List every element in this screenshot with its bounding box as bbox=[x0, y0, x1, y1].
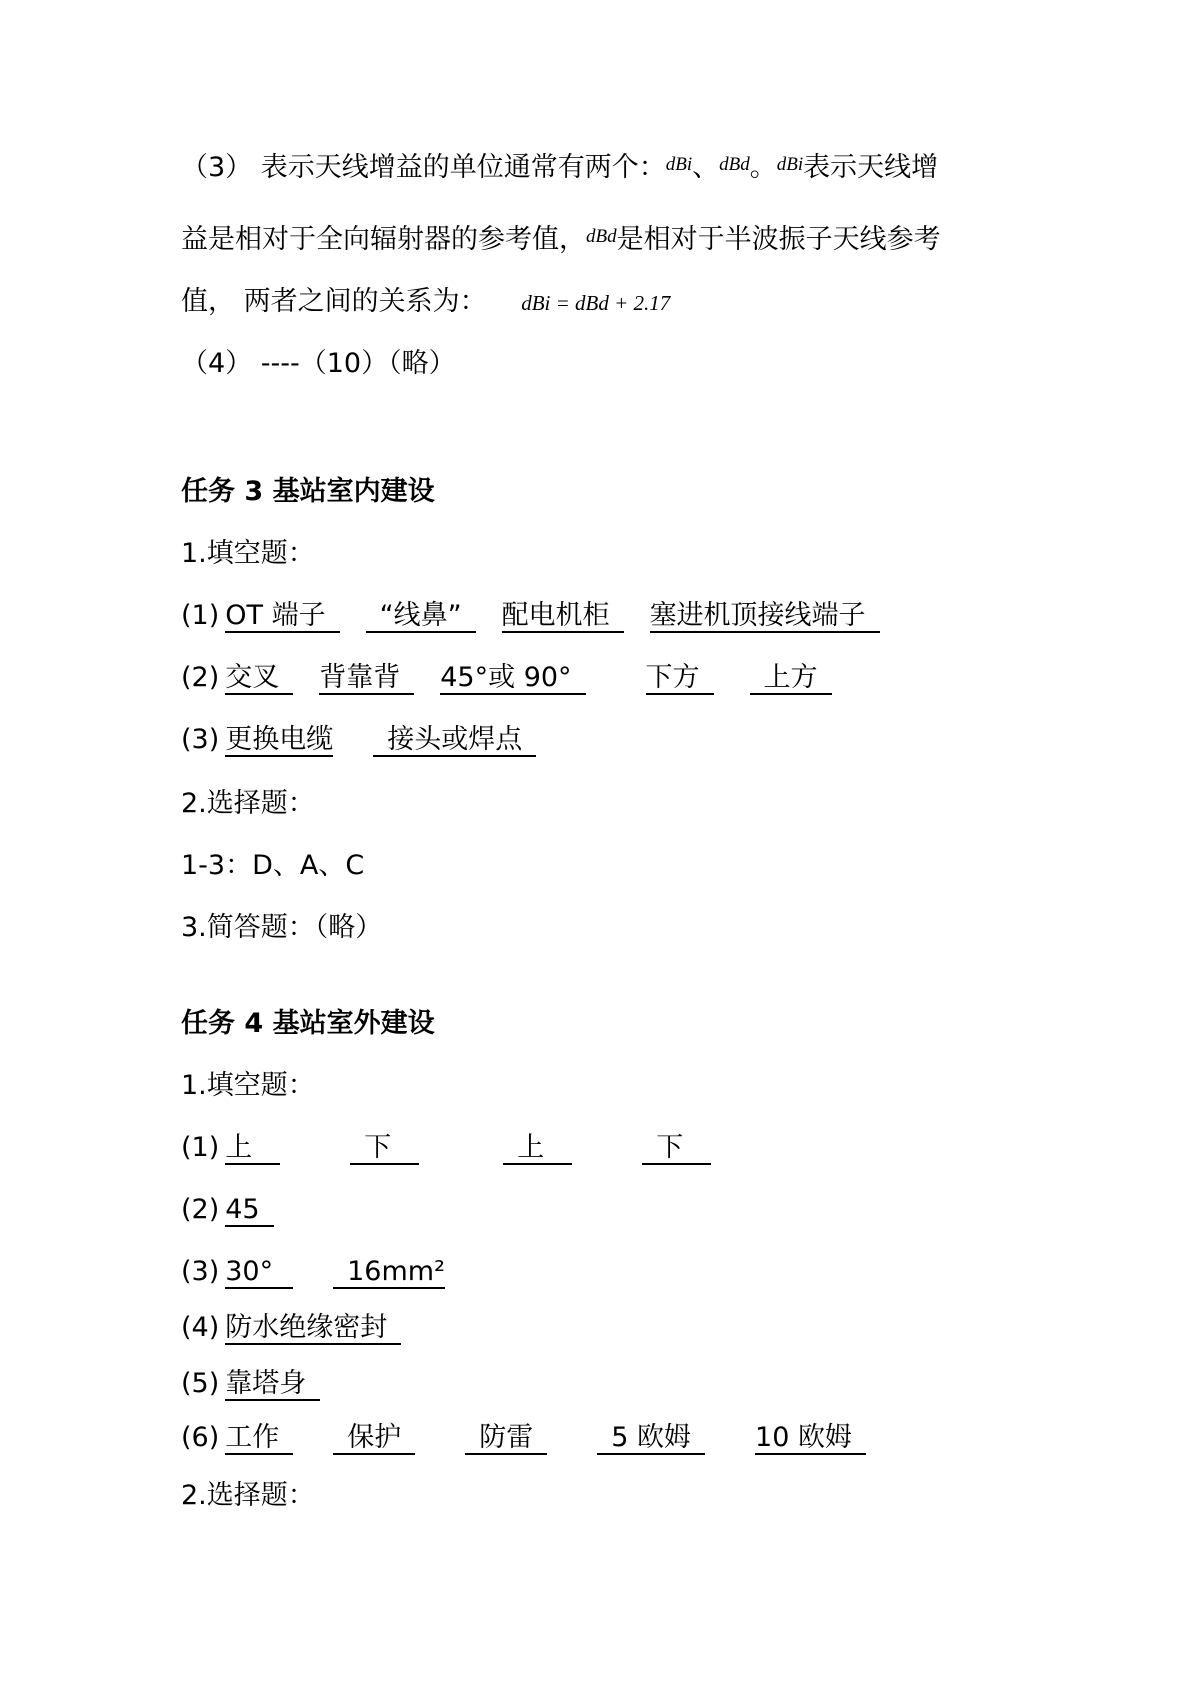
unit-dbd: dBd bbox=[719, 154, 750, 175]
task4-title: 任务 4 基站室外建设 bbox=[181, 1008, 435, 1039]
fill-answer: OT 端子 bbox=[225, 601, 339, 633]
gain-equation: dBi = dBd + 2.17 bbox=[521, 291, 671, 315]
fill-answer: 30° bbox=[225, 1257, 293, 1289]
fill-answer: 防雷 bbox=[465, 1423, 547, 1455]
task3-choice-answer: 1-3：D、A、C bbox=[181, 850, 365, 881]
fill-answer: “线鼻” bbox=[366, 601, 476, 633]
item3-text: 益是相对于全向辐射器的参考值， bbox=[181, 224, 586, 255]
task3-short-title: 3.简答题：（略） bbox=[181, 912, 383, 943]
unit-dbi: dBi bbox=[776, 154, 804, 175]
task3-choice-title: 2.选择题： bbox=[181, 788, 315, 819]
separator: 、 bbox=[692, 152, 720, 183]
unit-dbi: dBi bbox=[665, 154, 693, 175]
task4-fill-title: 1.填空题： bbox=[181, 1070, 315, 1101]
item3-text: 表示天线增 bbox=[803, 152, 939, 183]
fill-answer: 上 bbox=[503, 1133, 572, 1165]
task3-fill-2 bbox=[181, 660, 858, 696]
item3-line3 bbox=[181, 284, 670, 321]
fill-label: (3) bbox=[181, 724, 220, 755]
fill-answer: 交叉 bbox=[225, 663, 293, 695]
task4-fill-6 bbox=[181, 1420, 892, 1456]
task3-fill-3 bbox=[181, 722, 562, 758]
fill-label: (6) bbox=[181, 1422, 220, 1453]
unit-dbd: dBd bbox=[586, 226, 617, 247]
task3-fill-title: 1.填空题： bbox=[181, 538, 315, 569]
fill-label: (1) bbox=[181, 1132, 220, 1163]
fill-label: (2) bbox=[181, 1194, 220, 1225]
task4-choice-title: 2.选择题： bbox=[181, 1480, 315, 1511]
fill-answer: 45°或 90° bbox=[440, 663, 585, 695]
fill-label: (4) bbox=[181, 1312, 220, 1343]
fill-answer: 防水绝缘密封 bbox=[225, 1313, 401, 1345]
fill-answer: 塞进机顶接线端子 bbox=[650, 601, 880, 633]
item4-line: （4） ----（10）（略） bbox=[181, 348, 456, 379]
item3-line2 bbox=[181, 222, 941, 261]
fill-answer: 16mm² bbox=[333, 1257, 445, 1289]
fill-answer: 保护 bbox=[333, 1423, 415, 1455]
fill-answer: 上 bbox=[225, 1133, 280, 1165]
fill-answer: 背靠背 bbox=[319, 663, 414, 695]
fill-answer: 接头或焊点 bbox=[373, 725, 536, 757]
item3-prefix: （3） 表示天线增益的单位通常有两个： bbox=[181, 152, 666, 183]
fill-answer: 工作 bbox=[225, 1423, 293, 1455]
task4-fill-2 bbox=[181, 1192, 300, 1228]
fill-answer: 5 欧姆 bbox=[597, 1423, 705, 1455]
fill-label: (5) bbox=[181, 1368, 220, 1399]
fill-answer: 配电机柜 bbox=[502, 601, 624, 633]
task3-fill-1 bbox=[181, 598, 906, 634]
fill-label: (2) bbox=[181, 662, 220, 693]
task4-fill-4 bbox=[181, 1310, 427, 1346]
fill-answer: 下 bbox=[350, 1133, 419, 1165]
fill-answer: 45 bbox=[225, 1195, 273, 1227]
separator: 。 bbox=[749, 152, 777, 183]
fill-label: (3) bbox=[181, 1256, 220, 1287]
item3-text: 值， 两者之间的关系为： bbox=[181, 286, 487, 317]
fill-answer: 靠塔身 bbox=[225, 1369, 320, 1401]
item3-text: 是相对于半波振子天线参考 bbox=[616, 224, 941, 255]
task4-fill-3 bbox=[181, 1254, 471, 1290]
fill-label: (1) bbox=[181, 600, 220, 631]
item3-line1 bbox=[181, 150, 938, 189]
task4-fill-1 bbox=[181, 1130, 737, 1166]
fill-answer: 下 bbox=[642, 1133, 711, 1165]
task3-title: 任务 3 基站室内建设 bbox=[181, 476, 435, 507]
task4-fill-5 bbox=[181, 1366, 346, 1402]
fill-answer: 下方 bbox=[646, 663, 714, 695]
fill-answer: 10 欧姆 bbox=[755, 1423, 866, 1455]
fill-answer: 更换电缆 bbox=[225, 724, 334, 755]
fill-answer: 上方 bbox=[750, 663, 832, 695]
